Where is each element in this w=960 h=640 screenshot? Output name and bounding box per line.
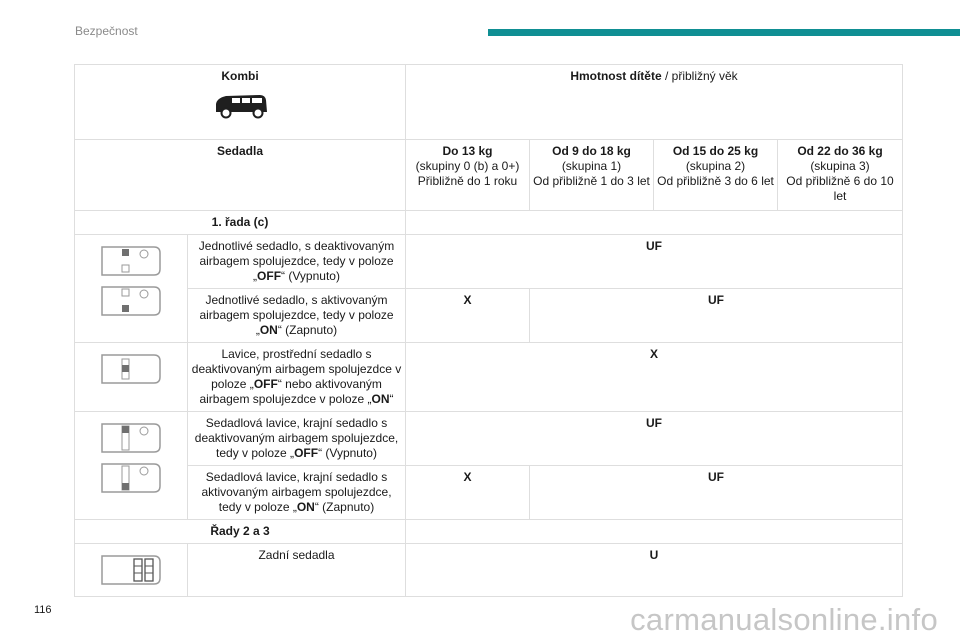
group-weight: Od 22 do 36 kg [797, 144, 883, 158]
group-line1: (skupina 3) [810, 159, 870, 173]
bench-middle-value: X [406, 343, 903, 412]
single-seat-on-value-groups123: UF [530, 289, 903, 343]
rear-seats-layout-icon [75, 544, 188, 597]
rear-seats-value: U [406, 544, 903, 597]
group-line1: (skupina 2) [685, 159, 746, 173]
group-3-cell [778, 140, 903, 211]
group-weight: Do 13 kg [442, 144, 493, 158]
bench-outer-on-value-groups123: UF [530, 466, 903, 520]
section-title: Bezpečnost [75, 24, 138, 38]
group-weight: Od 9 do 18 kg [552, 144, 631, 158]
single-seat-off-value: UF [406, 235, 903, 289]
child-seat-table [74, 64, 903, 597]
bench-outer-on-desc: Sedadlová lavice, krajní sedadlo s aktivovaným airbagem spolujezdce, tedy v poloze „ON“ (Zapnuto) [188, 466, 406, 520]
page-number: 116 [34, 604, 52, 616]
single-seat-on-desc: Jednotlivé sedadlo, s aktivovaným airbagem spolujezdce, tedy v poloze „ON“ (Zapnuto) [188, 289, 406, 343]
vehicle-header-cell [75, 65, 406, 140]
bench-outer-on-value-group0: X [406, 466, 530, 520]
group-weight: Od 15 do 25 kg [672, 144, 759, 158]
seats-label: Sedadla [75, 140, 406, 211]
table-header-row [75, 65, 903, 140]
header-accent-bar [488, 29, 960, 36]
bench-outer-layout-icon [75, 412, 188, 520]
group-line2: Od přibližně 1 do 3 let [533, 174, 650, 188]
group-1-cell [530, 140, 654, 211]
single-seat-layout-icon [75, 235, 188, 343]
bench-middle-layout-icon [75, 343, 188, 412]
group-line1: (skupina 1) [561, 159, 622, 173]
weight-header-rest: / přibližný věk [661, 69, 738, 83]
row23-section-label: Řady 2 a 3 [75, 520, 406, 544]
row1-section-label: 1. řada (c) [75, 211, 406, 235]
group-2-cell [654, 140, 778, 211]
rear-seats-desc: Zadní sedadla [188, 544, 406, 597]
table-row [75, 235, 903, 289]
van-side-icon [78, 92, 402, 120]
group-line2: Od přibližně 6 do 10 let [786, 174, 894, 203]
bench-outer-off-desc: Sedadlová lavice, krajní sedadlo s deaktivovaným airbagem spolujezdce, tedy v poloze „OFF“ (Vypnuto) [188, 412, 406, 466]
group-line1: (skupiny 0 (b) a 0+) [415, 159, 520, 173]
row23-section-row [75, 520, 903, 544]
single-seat-off-desc: Jednotlivé sedadlo, s deaktivovaným airbagem spolujezdce, tedy v poloze „OFF“ (Vypnuto) [188, 235, 406, 289]
bench-middle-desc: Lavice, prostřední sedadlo s deaktivovaným airbagem spolujezdce v poloze „OFF“ nebo aktivovaným airbagem spolujezdce v poloze „ON“ [188, 343, 406, 412]
group-0-cell [406, 140, 530, 211]
group-line2: Přibližně do 1 roku [417, 174, 518, 188]
weight-header-cell [406, 65, 903, 140]
row1-section-row [75, 211, 903, 235]
watermark: carmanualsonline.info [630, 602, 938, 637]
table-row [75, 466, 903, 520]
group-line2: Od přibližně 3 do 6 let [657, 174, 774, 188]
table-row [75, 544, 903, 597]
weight-header-bold: Hmotnost dítěte [570, 69, 662, 83]
vehicle-type-label: Kombi [221, 69, 259, 83]
table-row [75, 343, 903, 412]
single-seat-on-value-group0: X [406, 289, 530, 343]
table-row [75, 412, 903, 466]
table-row [75, 289, 903, 343]
group-header-row [75, 140, 903, 211]
bench-outer-off-value: UF [406, 412, 903, 466]
